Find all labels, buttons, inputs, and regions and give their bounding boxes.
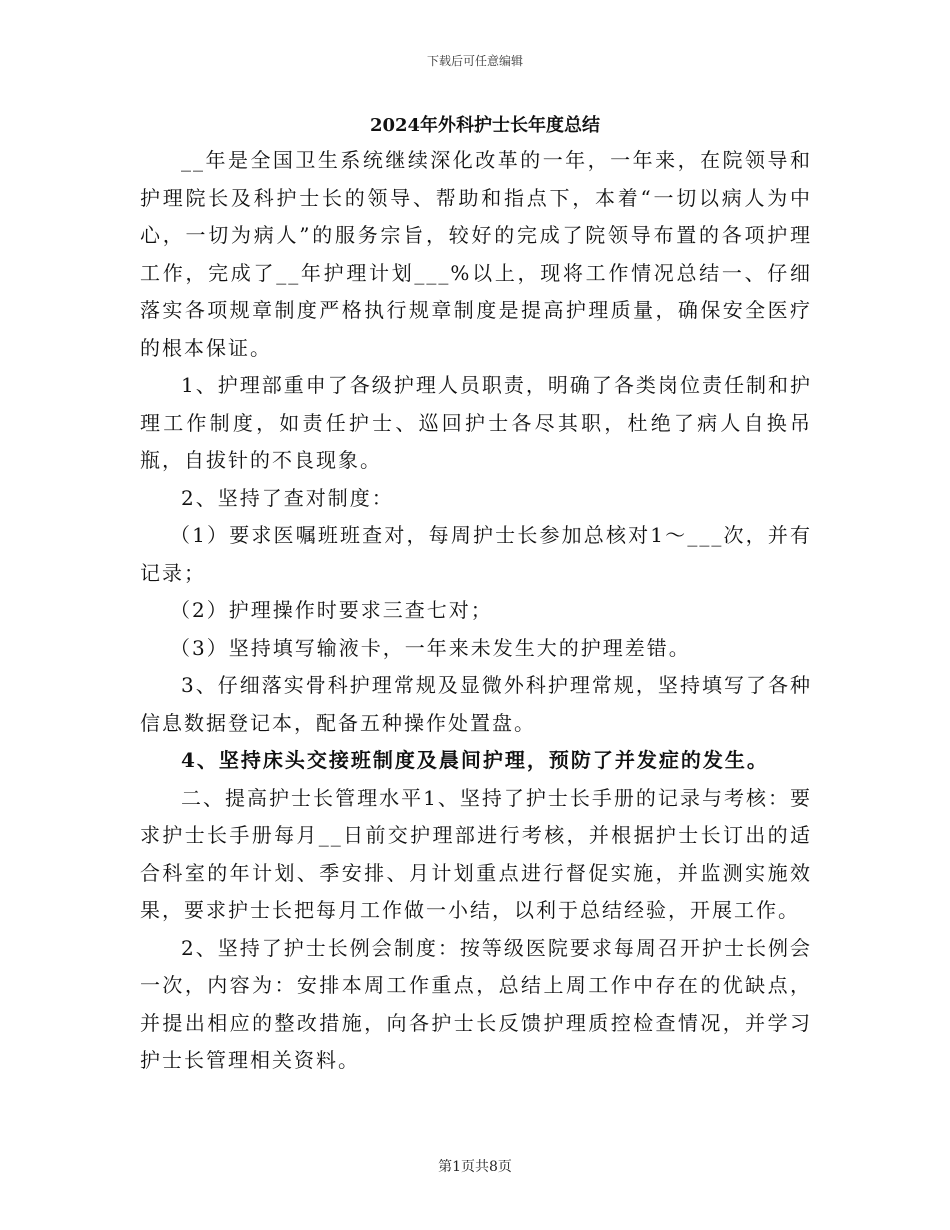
paragraph-subitem-3: （3）坚持填写输液卡，一年来未发生大的护理差错。 — [170, 635, 691, 660]
paragraph-item-4: 4、坚持床头交接班制度及晨间护理，预防了并发症的发生。 — [181, 748, 769, 772]
paragraph-subitem-2: （2）护理操作时要求三查七对； — [170, 598, 493, 622]
document-body — [140, 110, 812, 1080]
paragraph-intro: __年是全国卫生系统继续深化改革的一年，一年来，在院领导和护理院长及科护士长的领导、帮助和指点下，本着“一切以病人为中心，一切为病人”的服务宗旨，较好的完成了院领导布置的各项护理工作，完成了__年护理计划___%以上，现将工作情况总结一、仔细落实各项规章制度严格执行规章制度是提高护理质量，确保安全医疗的根本保证。 — [140, 148, 812, 360]
paragraph-item-1: 1、护理部重申了各级护理人员职责，明确了各类岗位责任制和护理工作制度，如责任护士、巡回护士各尽其职，杜绝了病人自换吊瓶，自拔针的不良现象。 — [140, 373, 812, 472]
document-title: 2024年外科护士长年度总结 — [369, 115, 601, 136]
header-note: 下载后可任意编辑 — [426, 54, 523, 68]
paragraph-section-2-item-2: 2、坚持了护士长例会制度：按等级医院要求每周召开护士长例会一次，内容为：安排本周工作重点，总结上周工作中存在的优缺点，并提出相应的整改措施，向各护士长反馈护理质控检查情况，并学习护士长管理相关资料。 — [140, 935, 812, 1072]
paragraph-item-3: 3、仔细落实骨科护理常规及显微外科护理常规，坚持填写了各种信息数据登记本，配备五种操作处置盘。 — [140, 673, 812, 735]
paragraph-section-2: 二、提高护士长管理水平1、坚持了护士长手册的记录与考核：要求护士长手册每月__日前交护理部进行考核，并根据护士长订出的适合科室的年计划、季安排、月计划重点进行督促实施，并监测实施效果，要求护士长把每月工作做一小结，以利于总结经验，开展工作。 — [140, 785, 812, 922]
paragraph-subitem-1: （1）要求医嘱班班查对，每周护士长参加总核对1～___次，并有记录； — [140, 523, 812, 585]
paragraph-item-2: 2、坚持了查对制度： — [181, 485, 394, 510]
page-number: 第1页共8页 — [438, 1159, 512, 1175]
